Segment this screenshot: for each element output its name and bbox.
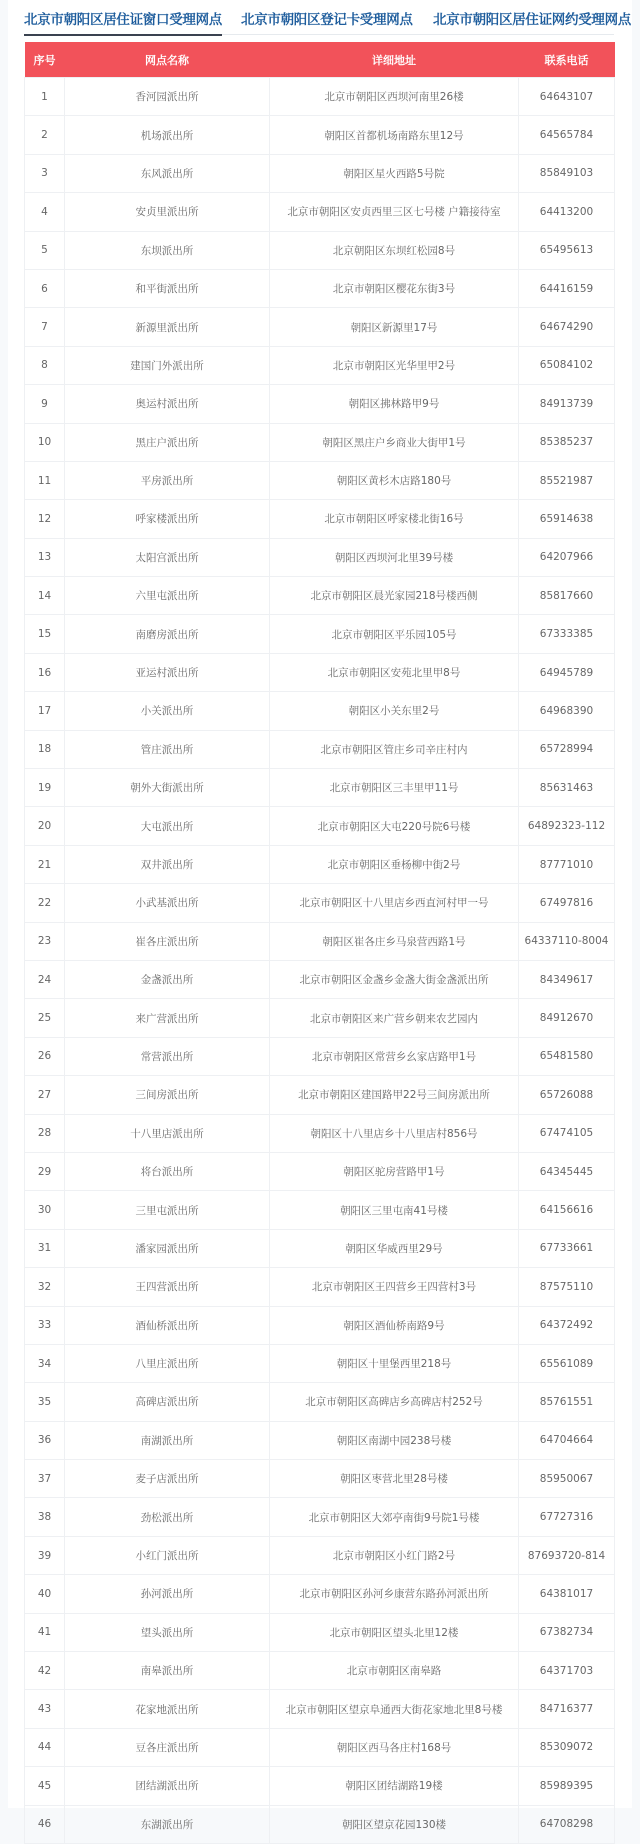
table-row [25, 1536, 615, 1574]
cell-phone: 64945789 [519, 653, 615, 691]
table-row [25, 78, 615, 116]
cell-address: 北京市朝阳区高碑店乡高碑店村252号 [270, 1383, 519, 1421]
cell-address: 朝阳区三里屯南41号楼 [270, 1191, 519, 1229]
table-row [25, 1805, 615, 1843]
cell-name: 六里屯派出所 [65, 577, 270, 615]
cell-index: 5 [25, 231, 65, 269]
cell-address: 北京市朝阳区小红门路2号 [270, 1536, 519, 1574]
cell-index: 9 [25, 385, 65, 423]
cell-index: 8 [25, 346, 65, 384]
cell-address: 北京市朝阳区三丰里甲11号 [270, 769, 519, 807]
cell-index: 12 [25, 500, 65, 538]
cell-phone: 84912670 [519, 999, 615, 1037]
cell-address: 朝阳区酒仙桥南路9号 [270, 1306, 519, 1344]
table-row [25, 1575, 615, 1613]
cell-phone: 85849103 [519, 154, 615, 192]
cell-phone: 64372492 [519, 1306, 615, 1344]
table-row [25, 999, 615, 1037]
cell-name: 南湖派出所 [65, 1421, 270, 1459]
table-row [25, 692, 615, 730]
service-points-table [24, 42, 615, 1844]
cell-address: 北京市朝阳区呼家楼北街16号 [270, 500, 519, 538]
cell-name: 团结湖派出所 [65, 1767, 270, 1805]
cell-index: 41 [25, 1613, 65, 1651]
cell-index: 42 [25, 1652, 65, 1690]
table-row [25, 346, 615, 384]
table-row [25, 231, 615, 269]
cell-phone: 84716377 [519, 1690, 615, 1728]
cell-phone: 64892323-112 [519, 807, 615, 845]
cell-address: 朝阳区黑庄户乡商业大街甲1号 [270, 423, 519, 461]
cell-index: 18 [25, 730, 65, 768]
cell-phone: 64416159 [519, 269, 615, 307]
cell-phone: 64708298 [519, 1805, 615, 1843]
table-row [25, 1613, 615, 1651]
cell-phone: 64345445 [519, 1152, 615, 1190]
cell-index: 26 [25, 1037, 65, 1075]
table-row [25, 730, 615, 768]
cell-address: 朝阳区驼房营路甲1号 [270, 1152, 519, 1190]
cell-address: 朝阳区望京花园130楼 [270, 1805, 519, 1843]
cell-address: 北京市朝阳区西坝河南里26楼 [270, 78, 519, 116]
table-row [25, 116, 615, 154]
table-row [25, 193, 615, 231]
header-name: 网点名称 [65, 42, 270, 78]
cell-address: 北京市朝阳区望京阜通西大街花家地北里8号楼 [270, 1690, 519, 1728]
table-row [25, 1076, 615, 1114]
cell-name: 崔各庄派出所 [65, 922, 270, 960]
table-row [25, 1191, 615, 1229]
cell-name: 黑庄户派出所 [65, 423, 270, 461]
cell-address: 北京市朝阳区金盏乡金盏大街金盏派出所 [270, 960, 519, 998]
cell-index: 45 [25, 1767, 65, 1805]
tab-registration-card[interactable]: 北京市朝阳区登记卡受理网点 [241, 12, 413, 28]
cell-name: 金盏派出所 [65, 960, 270, 998]
table-row [25, 807, 615, 845]
cell-index: 28 [25, 1114, 65, 1152]
cell-index: 32 [25, 1268, 65, 1306]
cell-index: 11 [25, 461, 65, 499]
cell-phone: 67382734 [519, 1613, 615, 1651]
cell-name: 酒仙桥派出所 [65, 1306, 270, 1344]
table-row [25, 1229, 615, 1267]
cell-name: 大屯派出所 [65, 807, 270, 845]
cell-phone: 87693720-814 [519, 1536, 615, 1574]
cell-name: 呼家楼派出所 [65, 500, 270, 538]
table-row [25, 922, 615, 960]
cell-index: 17 [25, 692, 65, 730]
cell-address: 朝阳区崔各庄乡马泉营西路1号 [270, 922, 519, 960]
tab-online-appointment[interactable]: 北京市朝阳区居住证网约受理网点 [433, 12, 631, 28]
table-row [25, 1306, 615, 1344]
cell-name: 三间房派出所 [65, 1076, 270, 1114]
header-address: 详细地址 [270, 42, 519, 78]
cell-address: 朝阳区黄杉木店路180号 [270, 461, 519, 499]
cell-index: 4 [25, 193, 65, 231]
tab-window-acceptance[interactable]: 北京市朝阳区居住证窗口受理网点 [24, 8, 222, 36]
table-row [25, 1344, 615, 1382]
cell-address: 北京市朝阳区来广营乡朝来农艺园内 [270, 999, 519, 1037]
cell-index: 25 [25, 999, 65, 1037]
cell-phone: 64337110-8004 [519, 922, 615, 960]
cell-phone: 85761551 [519, 1383, 615, 1421]
cell-index: 44 [25, 1728, 65, 1766]
cell-index: 20 [25, 807, 65, 845]
cell-address: 北京市朝阳区管庄乡司辛庄村内 [270, 730, 519, 768]
table-row [25, 960, 615, 998]
cell-index: 13 [25, 538, 65, 576]
cell-phone: 65914638 [519, 500, 615, 538]
table-row [25, 538, 615, 576]
cell-index: 22 [25, 884, 65, 922]
cell-phone: 65481580 [519, 1037, 615, 1075]
cell-address: 北京市朝阳区孙河乡康营东路孙河派出所 [270, 1575, 519, 1613]
cell-name: 望头派出所 [65, 1613, 270, 1651]
cell-address: 朝阳区星火西路5号院 [270, 154, 519, 192]
cell-address: 北京市朝阳区樱花东街3号 [270, 269, 519, 307]
cell-name: 来广营派出所 [65, 999, 270, 1037]
cell-address: 朝阳区新源里17号 [270, 308, 519, 346]
cell-phone: 64704664 [519, 1421, 615, 1459]
cell-address: 朝阳区首都机场南路东里12号 [270, 116, 519, 154]
table-row [25, 1037, 615, 1075]
table-row [25, 1268, 615, 1306]
cell-index: 27 [25, 1076, 65, 1114]
cell-index: 31 [25, 1229, 65, 1267]
table-row [25, 154, 615, 192]
cell-address: 朝阳区西马各庄村168号 [270, 1728, 519, 1766]
cell-name: 高碑店派出所 [65, 1383, 270, 1421]
cell-name: 东风派出所 [65, 154, 270, 192]
cell-address: 朝阳区团结湖路19楼 [270, 1767, 519, 1805]
cell-index: 30 [25, 1191, 65, 1229]
table-row [25, 461, 615, 499]
cell-phone: 64643107 [519, 78, 615, 116]
table-row [25, 1767, 615, 1805]
cell-address: 朝阳区西坝河北里39号楼 [270, 538, 519, 576]
table-row [25, 1498, 615, 1536]
cell-phone: 64565784 [519, 116, 615, 154]
cell-address: 北京市朝阳区建国路甲22号三间房派出所 [270, 1076, 519, 1114]
table-row [25, 1728, 615, 1766]
cell-phone: 85950067 [519, 1460, 615, 1498]
cell-index: 43 [25, 1690, 65, 1728]
cell-name: 东坝派出所 [65, 231, 270, 269]
table-row [25, 1114, 615, 1152]
cell-name: 平房派出所 [65, 461, 270, 499]
cell-phone: 67733661 [519, 1229, 615, 1267]
cell-name: 奥运村派出所 [65, 385, 270, 423]
cell-phone: 65561089 [519, 1344, 615, 1382]
cell-address: 北京市朝阳区晨光家园218号楼西侧 [270, 577, 519, 615]
table-row [25, 1421, 615, 1459]
cell-phone: 67333385 [519, 615, 615, 653]
cell-address: 北京朝阳区东坝红松园8号 [270, 231, 519, 269]
cell-phone: 85631463 [519, 769, 615, 807]
cell-index: 2 [25, 116, 65, 154]
cell-phone: 67497816 [519, 884, 615, 922]
cell-name: 双井派出所 [65, 845, 270, 883]
header-index: 序号 [25, 42, 65, 78]
cell-name: 孙河派出所 [65, 1575, 270, 1613]
table-row [25, 1152, 615, 1190]
cell-name: 安贞里派出所 [65, 193, 270, 231]
cell-name: 三里屯派出所 [65, 1191, 270, 1229]
cell-name: 小红门派出所 [65, 1536, 270, 1574]
table-row [25, 845, 615, 883]
table-row [25, 1460, 615, 1498]
cell-address: 北京市朝阳区王四营乡王四营村3号 [270, 1268, 519, 1306]
cell-address: 北京市朝阳区十八里店乡西直河村甲一号 [270, 884, 519, 922]
cell-phone: 64371703 [519, 1652, 615, 1690]
cell-phone: 64674290 [519, 308, 615, 346]
cell-index: 6 [25, 269, 65, 307]
cell-address: 北京市朝阳区安苑北里甲8号 [270, 653, 519, 691]
table-header-row [25, 42, 615, 78]
cell-address: 朝阳区拂林路甲9号 [270, 385, 519, 423]
cell-address: 朝阳区南湖中园238号楼 [270, 1421, 519, 1459]
cell-name: 八里庄派出所 [65, 1344, 270, 1382]
cell-name: 王四营派出所 [65, 1268, 270, 1306]
cell-index: 46 [25, 1805, 65, 1843]
cell-name: 管庄派出所 [65, 730, 270, 768]
tab-bar [24, 0, 631, 35]
cell-index: 10 [25, 423, 65, 461]
cell-index: 35 [25, 1383, 65, 1421]
cell-index: 29 [25, 1152, 65, 1190]
cell-index: 40 [25, 1575, 65, 1613]
cell-name: 太阳宫派出所 [65, 538, 270, 576]
cell-name: 潘家园派出所 [65, 1229, 270, 1267]
cell-index: 15 [25, 615, 65, 653]
cell-name: 香河园派出所 [65, 78, 270, 116]
cell-address: 朝阳区华威西里29号 [270, 1229, 519, 1267]
cell-phone: 87575110 [519, 1268, 615, 1306]
cell-index: 39 [25, 1536, 65, 1574]
cell-index: 1 [25, 78, 65, 116]
cell-name: 小武基派出所 [65, 884, 270, 922]
cell-name: 常营派出所 [65, 1037, 270, 1075]
cell-index: 7 [25, 308, 65, 346]
cell-index: 21 [25, 845, 65, 883]
cell-index: 38 [25, 1498, 65, 1536]
cell-index: 16 [25, 653, 65, 691]
cell-phone: 85989395 [519, 1767, 615, 1805]
cell-index: 19 [25, 769, 65, 807]
cell-name: 亚运村派出所 [65, 653, 270, 691]
cell-address: 北京市朝阳区光华里甲2号 [270, 346, 519, 384]
cell-name: 和平街派出所 [65, 269, 270, 307]
cell-address: 北京市朝阳区垂杨柳中街2号 [270, 845, 519, 883]
cell-name: 新源里派出所 [65, 308, 270, 346]
cell-name: 机场派出所 [65, 116, 270, 154]
cell-phone: 65726088 [519, 1076, 615, 1114]
cell-phone: 65728994 [519, 730, 615, 768]
cell-name: 麦子店派出所 [65, 1460, 270, 1498]
cell-index: 37 [25, 1460, 65, 1498]
table-row [25, 423, 615, 461]
cell-index: 34 [25, 1344, 65, 1382]
cell-address: 朝阳区小关东里2号 [270, 692, 519, 730]
cell-phone: 85817660 [519, 577, 615, 615]
cell-address: 朝阳区十八里店乡十八里店村856号 [270, 1114, 519, 1152]
cell-phone: 85385237 [519, 423, 615, 461]
cell-index: 14 [25, 577, 65, 615]
cell-address: 北京市朝阳区望头北里12楼 [270, 1613, 519, 1651]
cell-phone: 85309072 [519, 1728, 615, 1766]
cell-phone: 64413200 [519, 193, 615, 231]
table-row [25, 1652, 615, 1690]
table-row [25, 385, 615, 423]
cell-address: 北京市朝阳区常营乡幺家店路甲1号 [270, 1037, 519, 1075]
cell-address: 北京市朝阳区大郊亭南街9号院1号楼 [270, 1498, 519, 1536]
cell-phone: 84913739 [519, 385, 615, 423]
cell-address: 北京市朝阳区南皋路 [270, 1652, 519, 1690]
cell-phone: 64381017 [519, 1575, 615, 1613]
table-row [25, 269, 615, 307]
cell-name: 劲松派出所 [65, 1498, 270, 1536]
cell-name: 花家地派出所 [65, 1690, 270, 1728]
cell-name: 建国门外派出所 [65, 346, 270, 384]
cell-address: 北京市朝阳区平乐园105号 [270, 615, 519, 653]
cell-index: 3 [25, 154, 65, 192]
cell-name: 东湖派出所 [65, 1805, 270, 1843]
table-row [25, 1383, 615, 1421]
header-phone: 联系电话 [519, 42, 615, 78]
table-row [25, 653, 615, 691]
cell-address: 朝阳区十里堡西里218号 [270, 1344, 519, 1382]
cell-index: 23 [25, 922, 65, 960]
cell-name: 小关派出所 [65, 692, 270, 730]
cell-index: 24 [25, 960, 65, 998]
cell-phone: 67474105 [519, 1114, 615, 1152]
cell-address: 北京市朝阳区安贞西里三区七号楼 户籍接待室 [270, 193, 519, 231]
cell-name: 豆各庄派出所 [65, 1728, 270, 1766]
table-row [25, 769, 615, 807]
cell-phone: 64156616 [519, 1191, 615, 1229]
cell-name: 南皋派出所 [65, 1652, 270, 1690]
cell-phone: 84349617 [519, 960, 615, 998]
cell-phone: 67727316 [519, 1498, 615, 1536]
table-row [25, 615, 615, 653]
cell-phone: 87771010 [519, 845, 615, 883]
table-body [25, 78, 615, 1844]
cell-phone: 64207966 [519, 538, 615, 576]
table-row [25, 308, 615, 346]
cell-phone: 65495613 [519, 231, 615, 269]
cell-address: 朝阳区枣营北里28号楼 [270, 1460, 519, 1498]
cell-phone: 65084102 [519, 346, 615, 384]
table-row [25, 1690, 615, 1728]
cell-address: 北京市朝阳区大屯220号院6号楼 [270, 807, 519, 845]
cell-phone: 64968390 [519, 692, 615, 730]
cell-name: 十八里店派出所 [65, 1114, 270, 1152]
cell-name: 南磨房派出所 [65, 615, 270, 653]
table-row [25, 884, 615, 922]
cell-index: 33 [25, 1306, 65, 1344]
cell-name: 将台派出所 [65, 1152, 270, 1190]
cell-index: 36 [25, 1421, 65, 1459]
table-row [25, 577, 615, 615]
table-row [25, 500, 615, 538]
cell-phone: 85521987 [519, 461, 615, 499]
cell-name: 朝外大街派出所 [65, 769, 270, 807]
